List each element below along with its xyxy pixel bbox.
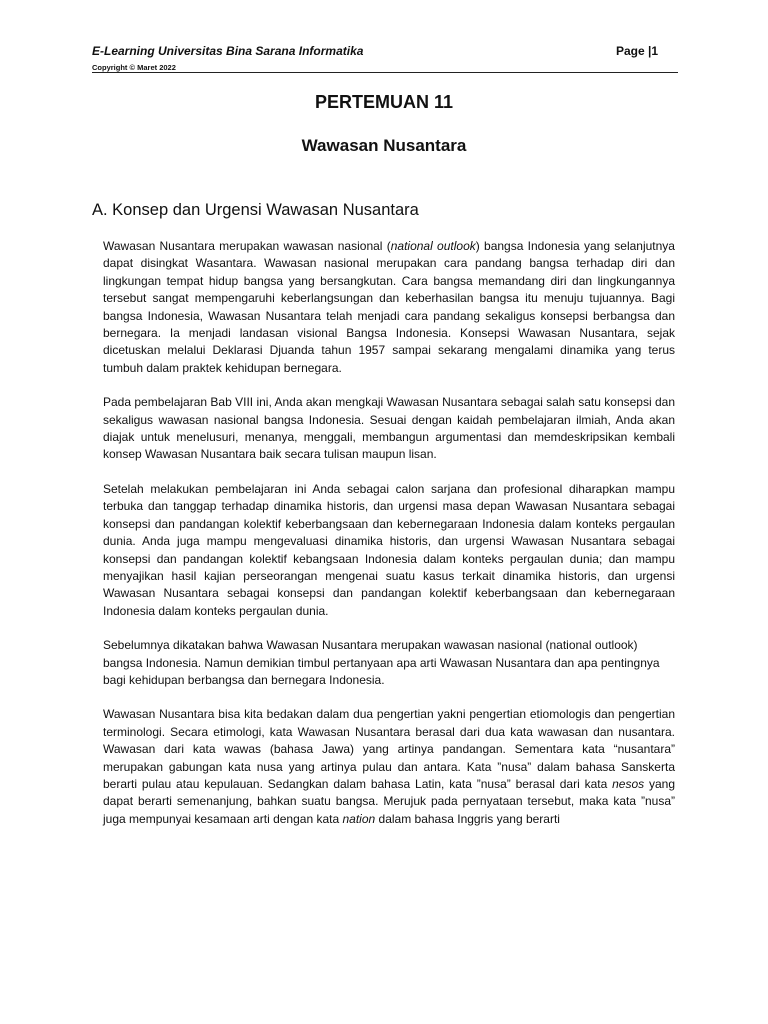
subject-title: Wawasan Nusantara — [301, 136, 467, 155]
paragraph-5 — [103, 706, 675, 828]
paragraph-2: Pada pembelajaran Bab VIII ini, Anda akan mengkaji Wawasan Nusantara sebagai salah satu konsepsi dan sekaligus wawasan nasional bangsa Indonesia. Sesuai dengan kaidah pembelajaran ilmiah, Anda akan diajak untuk menelusuri, menanya, menggali, membangun argumentasi dan memdeskripsikan kembali konsep Wawasan Nusantara baik secara tulisan maupun lisan. — [103, 395, 675, 462]
header-title: E-Learning Universitas Bina Sarana Informatika — [92, 44, 364, 58]
paragraph-5-text-b: yang dapat berarti semenanjung, bahkan suatu bangsa. Merujuk pada pernyataan tersebut, maka kata ”nusa” juga mempunyai kesamaan arti dengan kata — [103, 776, 675, 826]
chapter-title: PERTEMUAN 11 — [314, 92, 454, 112]
paragraph-5-text-a: Wawasan Nusantara bisa kita bedakan dalam dua pengertian yakni pengertian etiomologis dan pengertian terminologi. Secara etimologi, kata Wawasan Nusantara berasal dari dua kata wawasan dan nusantara. Wawasan dari kata wawas (bahasa Jawa) yang artinya pandangan. Sementara kata “nusantara” merupakan gabungan kata nusa yang artinya pulau dan antara. Kata ”nusa” dalam bahasa Sanskerta berarti pulau atau kepulauan. Sedangkan dalam bahasa Latin, kata ”nusa” berasal dari kata — [103, 707, 675, 791]
paragraph-4: Sebelumnya dikatakan bahwa Wawasan Nusantara merupakan wawasan nasional (national outlook) bangsa Indonesia. Namun demikian timbul pertanyaan apa arti Wawasan Nusantara dan apa pentingnya bagi kehidupan berbangsa dan bernegara Indonesia. — [103, 638, 660, 687]
page-header — [92, 44, 678, 72]
paragraph-5-italic-2: nation — [342, 811, 376, 826]
paragraph-5-italic-1: nesos — [612, 776, 645, 791]
header-divider — [92, 72, 678, 73]
section-heading: A. Konsep dan Urgensi Wawasan Nusantara — [92, 201, 419, 219]
paragraph-1-text-b: ) bangsa Indonesia yang selanjutnya dapat disingkat Wasantara. Wawasan nasional merupakan cara pandang bangsa terhadap diri dan lingkungan tempat hidup bangsa yang bersangkutan. Cara bangsa memandang diri dan lingkungannya tersebut sangat mempengaruhi keberlangsungan dan keberhasilan bangsa itu menuju tujuannya. Bagi bangsa Indonesia, Wawasan Nusantara telah menjadi cara pandang sekaligus konsepsi berbangsa dan bernegara. Ia menjadi landasan visional Bangsa Indonesia. Konsepsi Wawasan Nusantara, sejak dicetuskan melalui Deklarasi Djuanda tahun 1957 sampai sekarang mengalami dinamika yang terus tumbuh dalam praktek kehidupan bernegara. — [103, 239, 675, 375]
paragraph-1 — [103, 238, 675, 377]
paragraph-3: Setelah melakukan pembelajaran ini Anda sebagai calon sarjana dan profesional diharapkan mampu terbuka dan tanggap terhadap dinamika historis, dan urgensi masa depan Wawasan Nusantara sebagai konsepsi dan pandangan kolektif keberbangsaan dan kebernegaraan Indonesia dalam konteks pergaulan dunia. Anda juga mampu mengevaluasi dinamika historis, dan urgensi Wawasan Nusantara sebagai konsepsi dan pandangan kolektif kebangsaan Indonesia dalam konteks pergaulan dunia; dan mampu menyajikan hasil kajian perseorangan mengenai suatu kasus terkait dinamika historis, dan urgensi Wawasan Nusantara sebagai konsepsi dan pandangan kolektif keberbangsaan dan kebernegaraan Indonesia dalam konteks pergaulan dunia. — [103, 481, 675, 618]
paragraph-1-italic: national outlook — [390, 239, 476, 253]
document-body — [103, 238, 675, 845]
copyright-text: Copyright © Maret 2022 — [92, 63, 176, 72]
paragraph-1-text-a: Wawasan Nusantara merupakan wawasan nasional ( — [103, 239, 391, 253]
page-number: Page |1 — [615, 44, 658, 58]
paragraph-5-text-c: dalam bahasa Inggris yang berarti — [375, 811, 560, 826]
